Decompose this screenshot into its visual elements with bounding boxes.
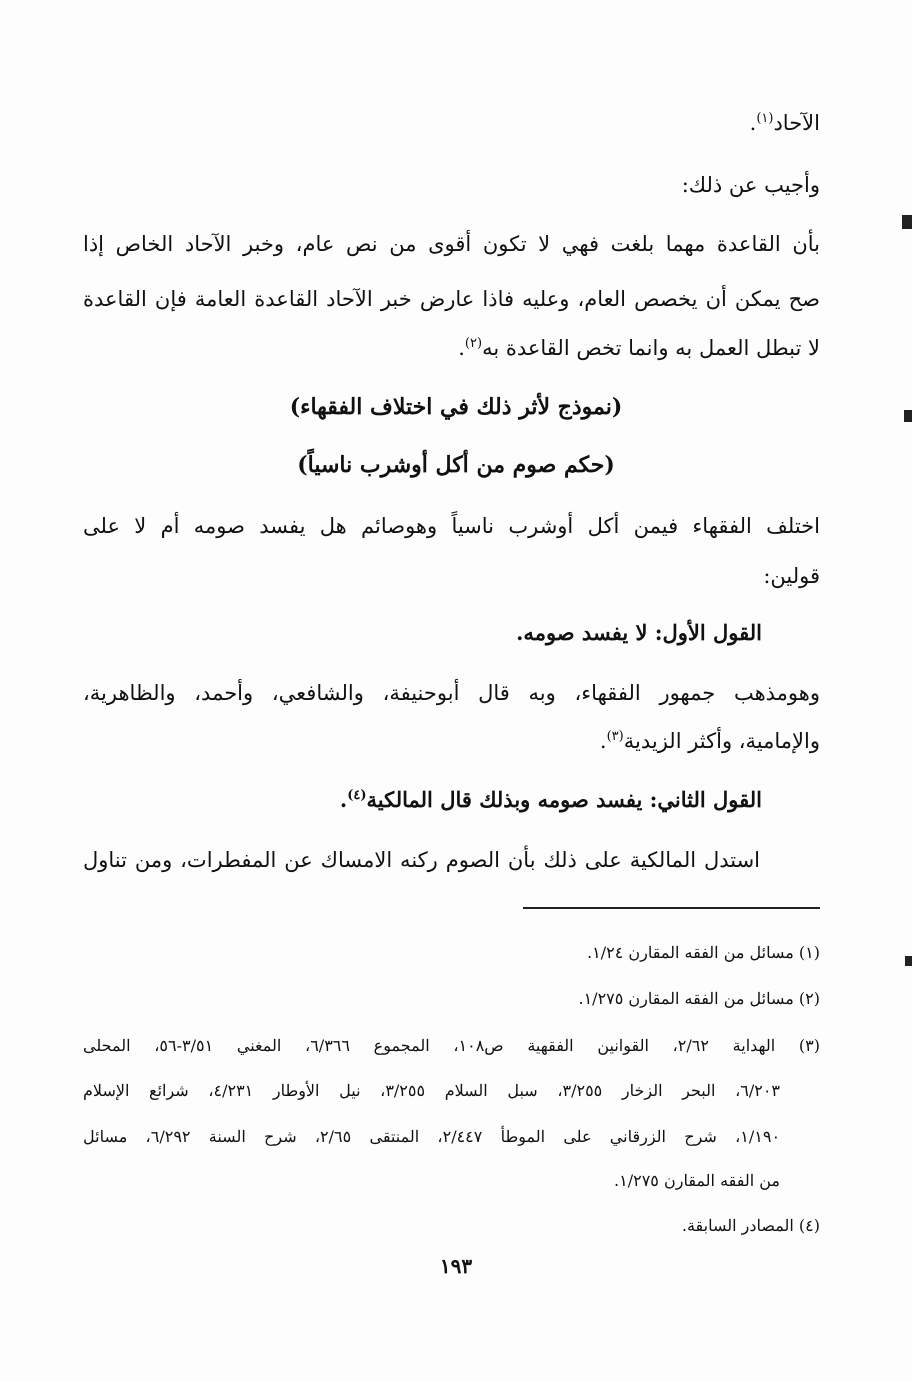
footnote-ref-3: (٣) bbox=[606, 729, 624, 744]
text-line-5 bbox=[458, 333, 820, 363]
scan-mark bbox=[905, 956, 912, 966]
page-number: ١٩٣ bbox=[439, 1254, 473, 1278]
section-subheading: (حكم صوم من أكل أوشرب ناسياً) bbox=[297, 452, 615, 478]
opinion-two-end: . bbox=[339, 787, 348, 812]
footnote-ref-2: (٢) bbox=[464, 336, 483, 351]
section-heading: (نموذج لأثر ذلك في اختلاف الفقهاء) bbox=[289, 394, 623, 420]
opinion-two-text: القول الثاني: يفسد صومه وبذلك قال المالكية bbox=[366, 787, 762, 812]
text-line-10: استدل المالكية على ذلك بأن الصوم ركنه الامساك عن المفطرات، ومن تناول bbox=[83, 848, 760, 872]
footnote-2: (٢) مسائل من الفقه المقارن ١/٢٧٥. bbox=[578, 989, 820, 1008]
scan-mark bbox=[902, 215, 912, 229]
footnote-ref-4: (٤) bbox=[347, 788, 367, 803]
text-line-5-content: لا تبطل العمل به وانما تخص القاعدة به bbox=[482, 336, 820, 360]
footnote-ref-1: (١) bbox=[756, 111, 774, 126]
footnote-3-line-2: ٦/٢٠٣، البحر الزخار ٣/٢٥٥، سبل السلام ٣/٢٥٥، نيل الأوطار ٤/٢٣١، شرائع الإسلام bbox=[83, 1081, 780, 1100]
text-line-8: وهومذهب جمهور الفقهاء، وبه قال أبوحنيفة، والشافعي، وأحمد، والظاهرية، bbox=[83, 681, 820, 705]
text-line-2: وأجيب عن ذلك: bbox=[681, 173, 820, 197]
text-line-6: اختلف الفقهاء فيمن أكل أوشرب ناسياً وهوصائم هل يفسد صومه أم لا على bbox=[83, 514, 820, 538]
text-line-9 bbox=[600, 726, 820, 756]
opinion-two-heading bbox=[340, 785, 762, 815]
footnote-3-line-3: ١/١٩٠، شرح الزرقاني على الموطأ ٢/٤٤٧، المنتقى ٢/٦٥، شرح السنة ٦/٢٩٢، مسائل bbox=[83, 1127, 781, 1146]
footnote-4: (٤) المصادر السابقة. bbox=[681, 1216, 820, 1235]
text-line-1 bbox=[750, 108, 820, 138]
text-line-4: صح يمكن أن يخصص العام، وعليه فاذا عارض خبر الآحاد القاعدة العامة فإن القاعدة bbox=[83, 287, 820, 311]
text-line-9-content: والإمامية، وأكثر الزيدية bbox=[623, 729, 820, 753]
opinion-one-heading: القول الأول: لا يفسد صومه. bbox=[516, 620, 762, 645]
text-line-1-content: الآحاد bbox=[773, 111, 820, 135]
scan-mark bbox=[904, 410, 912, 422]
text-line-7: قولين: bbox=[763, 564, 820, 588]
text-line-5-end: . bbox=[458, 336, 465, 360]
text-line-1-end: . bbox=[749, 111, 757, 135]
footnote-separator bbox=[523, 907, 820, 909]
footnote-3-line-4: من الفقه المقارن ١/٢٧٥. bbox=[614, 1171, 780, 1190]
footnote-1: (١) مسائل من الفقه المقارن ١/٢٤. bbox=[587, 943, 820, 962]
footnote-3-line-1: (٣) الهداية ٢/٦٢، القوانين الفقهية ص١٠٨، المجموع ٦/٣٦٦، المغني ٣/٥١-٥٦، المحلى bbox=[83, 1036, 821, 1055]
text-line-9-end: . bbox=[599, 729, 607, 753]
text-line-3: بأن القاعدة مهما بلغت فهي لا تكون أقوى من نص عام، وخبر الآحاد الخاص إذا bbox=[83, 232, 820, 256]
